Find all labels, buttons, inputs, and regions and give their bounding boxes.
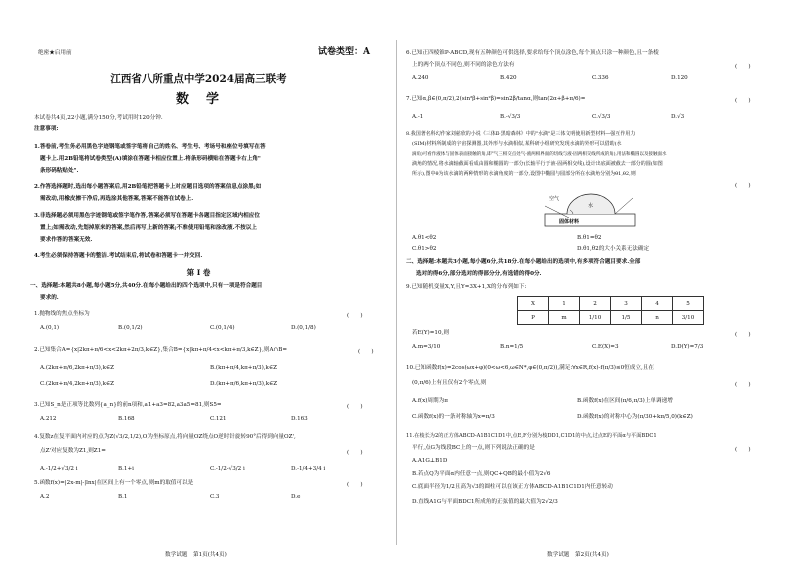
q8-stem: 8.我国著名科幻作家刘慈欣的小说《三体Ⅱ·黑暗森林》中的"水滴"是三体文明使用新型材料—强互作用力 xyxy=(406,131,636,137)
notice-title: 注意事项: xyxy=(34,126,59,132)
answer-blank: ( ) xyxy=(735,183,751,189)
answer-blank: ( ) xyxy=(358,349,374,355)
table-cell: 1/5 xyxy=(611,311,642,325)
notice-line: 4.考生必须保持答题卡的整洁.考试结束后,将试卷和答题卡一并交回. xyxy=(34,253,203,259)
q11-stem: 平行,点G为线段BC上的一点,则下列说法正确的是 xyxy=(412,445,535,451)
notice-line: 置上;如需改动,先划掉原来的答案,然后再写上新的答案;不准使用铅笔和涂改液.不按以上 xyxy=(40,225,257,231)
q9-stem: 9.已知随机变量X,Y,且Y=3X+1,X的分布列如下: xyxy=(406,284,527,290)
q8-stem: (SIM)材料所制成的宇宙探测器,其外形与水滴相似,某科研小组研究发现水滴的外形可以借助(水 xyxy=(412,141,622,147)
q4-option: D.-1/4+3/4 i xyxy=(291,466,326,472)
q5-option: B.1 xyxy=(118,494,128,500)
q10-option: C.函数f(x)的一条对称轴为x=π/3 xyxy=(412,414,495,420)
q2-option: B.(kπ+π/4,kπ+π/3),k∈Z xyxy=(210,365,277,371)
notice-line: 1.答卷前,考生务必用黑色字迹钢笔或签字笔将自己的姓名、考生号、考场号和座位号填写在答 xyxy=(34,144,266,150)
paper-type: 试卷类型：A xyxy=(318,47,370,57)
q1-option: A.(0,1) xyxy=(40,325,60,331)
table-cell: m xyxy=(549,311,580,325)
table-row xyxy=(518,297,704,311)
q2-option: A.(2kπ+π/6,2kπ+π/3),k∈Z xyxy=(40,365,115,371)
q7-option: D.√3 xyxy=(671,114,685,120)
q2-option: D.(kπ+π/6,kπ+π/3),k∈Z xyxy=(210,381,278,387)
q10-stem: 10.已知函数f(x)=2cos(ωx+φ)(0<ω<6,ω∈N*,φ∈(0,π/2)),满足:∀x∈R,f(x)-f(π/3)≤0恒成立,且在 xyxy=(406,365,654,371)
notice-line: 2.作答选择题时,选出每小题答案后,用2B铅笔把答题卡上对应题目选项的答案信息点涂黑;如 xyxy=(34,184,262,190)
q6-option: C.336 xyxy=(592,75,609,81)
q6-option: B.420 xyxy=(500,75,517,81)
q4-option: B.1+i xyxy=(118,466,134,472)
q6-stem: 上的两个顶点不同色,则不同的涂色方法有 xyxy=(412,62,515,68)
q10-option: D.函数f(x)的对称中心为(π/30+kπ/5,0)(k∈Z) xyxy=(577,414,693,420)
q2-option: C.(2kπ+π/4,2kπ+π/3),k∈Z xyxy=(40,381,115,387)
notice-line: 条形码粘贴处". xyxy=(40,168,79,174)
q9-option: B.n=1/5 xyxy=(500,344,524,350)
exam-intro: 本试卷共4页,22小题,满分150分,考试用时120分钟. xyxy=(34,115,163,121)
page-footer: 数学试题 第2页(共4页) xyxy=(547,552,609,558)
q6-option: D.120 xyxy=(671,75,688,81)
table-cell: 3/10 xyxy=(673,311,704,325)
table-cell: 1/10 xyxy=(580,311,611,325)
q1-stem: 1.抛物线的焦点坐标为 xyxy=(34,311,90,317)
water-label: 水 xyxy=(588,203,594,209)
q11-option: B.若点Q为平面α内任意一点,则QC+QB的最小值为2√6 xyxy=(412,471,551,477)
notice-line: 要求作答的答案无效. xyxy=(40,237,93,243)
q5-stem: 5.函数f(x)=|2x-m|-|lnx|在区间上有一个零点,则m的取值可以是 xyxy=(34,480,194,486)
q4-stem: 点Z'对应复数为Z1,则Z1= xyxy=(40,448,106,454)
answer-blank: ( ) xyxy=(347,404,363,410)
q4-option: C.-1/2-√3/2 i xyxy=(210,466,245,472)
q3-stem: 3.已知S_n是正项等比数列{a_n}的前n项和,a1+a3=82,a3a5=81,则S5= xyxy=(34,402,222,408)
q8-stem: 滴角的情况,将水滴轴截面看成由圆和椭圆的一部分(长轴平行于液-固两相交线),设计出底面被截去一部分的圆(如图 xyxy=(412,161,663,167)
volume-title: 第 Ⅰ 卷 xyxy=(186,268,211,277)
q9-option: C.E(X)=3 xyxy=(592,344,619,350)
answer-blank: ( ) xyxy=(735,382,751,388)
q6-stem: 6.已知正四棱锥P-ABCD,现有五种颜色可供选择,要求给每个顶点涂色,每个顶点只涂一种颜色,且一条棱 xyxy=(406,50,659,56)
subject-title: 数 学 xyxy=(175,92,221,107)
answer-blank: ( ) xyxy=(347,482,363,488)
table-header-cell: X xyxy=(518,297,549,311)
q8-option: C.θ1>θ2 xyxy=(412,246,437,252)
answer-blank: ( ) xyxy=(735,447,751,453)
q3-option: B.168 xyxy=(118,416,135,422)
q8-option: B.θ1=θ2 xyxy=(577,235,602,241)
table-row xyxy=(518,311,704,325)
q11-option: C.底面半径为1/2且高为√3的圆柱可以在该正方体ABCD-A1B1C1D1内任意转动 xyxy=(412,484,613,490)
q5-option: C.3 xyxy=(210,494,220,500)
answer-blank: ( ) xyxy=(347,313,363,319)
table-header-cell: 2 xyxy=(580,297,611,311)
q5-option: D.e xyxy=(291,494,301,500)
q7-stem: 7.已知α,β∈(0,π/2),2(sin²β+sin²β)=sin2β/tanα,则tan(2α+β+π/6)= xyxy=(406,96,586,102)
q10-option: A.f(x)周期为π xyxy=(412,398,448,404)
answer-blank: ( ) xyxy=(735,332,751,338)
q8-option: D.θ1,θ2的大小关系无法确定 xyxy=(577,246,650,252)
answer-blank: ( ) xyxy=(347,450,363,456)
q8-option: A.θ1<θ2 xyxy=(412,235,437,241)
q2-stem: 2.已知集合A={x|2kπ+π/6<x<2kπ+2π/3,k∈Z},集合B={x|kπ+π/4<x<kπ+π/3,k∈Z},则A∩B= xyxy=(34,347,288,353)
table-cell: n xyxy=(642,311,673,325)
q8-stem: 所示),图中θ为该水滴的两种情形的水滴角度的一部分,设图中椭圆与圆部分所在水滴角分别为θ1,θ2,则 xyxy=(412,171,636,177)
water-droplet-figure xyxy=(537,190,647,232)
section-1-header: 一、选择题:本题共8小题,每小题5分,共40分.在每小题给出的四个选项中,只有一项是符合题目 xyxy=(30,283,263,289)
tangent-line xyxy=(615,198,633,214)
q6-option: A.240 xyxy=(412,75,429,81)
section-1-header: 要求的. xyxy=(40,295,59,301)
notice-line: 题卡上.用2B铅笔将试卷类型(A)填涂在答题卡相应位置上.将条形码横贴在答题卡右上角" xyxy=(40,156,261,162)
q9-condition: 若E(Y)=10,则 xyxy=(412,330,449,336)
air-label: 空气 xyxy=(549,196,560,202)
table-header-cell: 4 xyxy=(642,297,673,311)
table-cell: P xyxy=(518,311,549,325)
notice-line: 3.非选择题必须用黑色字迹钢笔或签字笔作答,答案必须写在答题卡各题目指定区域内相应位 xyxy=(34,213,260,219)
answer-blank: ( ) xyxy=(735,64,751,70)
q9-option: A.m=3/10 xyxy=(412,344,441,350)
q3-option: C.121 xyxy=(210,416,227,422)
page-footer: 数学试题 第1页(共4页) xyxy=(165,552,227,558)
q10-option: B.函数f(x)在区间(π/6,π/3)上单调递增 xyxy=(577,398,673,404)
answer-blank: ( ) xyxy=(735,98,751,104)
q10-stem: (0,π/6)上有且仅有2个零点,则 xyxy=(412,380,487,386)
exam-title: 江西省八所重点中学2024届高三联考 xyxy=(110,73,287,85)
q11-option: D.直线A1G与平面BDC1所成角的正弦值的最大值为2√2/3 xyxy=(412,499,558,505)
water-droplet-diagram xyxy=(537,190,647,232)
q1-option: C.(0,1/4) xyxy=(210,325,235,331)
table-header-cell: 1 xyxy=(549,297,580,311)
q5-option: A.2 xyxy=(40,494,50,500)
q4-stem: 4.复数z在复平面内对应的点为Z(√3/2,1/2),O为坐标原点,将向量OZ绕点O逆时针旋转90°后得到向量OZ', xyxy=(34,434,296,440)
q7-option: B.-√3/3 xyxy=(500,114,521,120)
solid-label: 固体材料 xyxy=(559,219,580,225)
section-2-header: 二、选择题:本题共3小题,每小题6分,共18分.在每小题给出的选项中,有多项符合题目要求.全部 xyxy=(406,259,641,265)
distribution-table xyxy=(517,296,704,325)
q3-option: A.212 xyxy=(40,416,57,422)
q7-option: C.√3/3 xyxy=(592,114,611,120)
page-2 xyxy=(397,0,794,561)
q4-option: A.-1/2+√3/2 i xyxy=(40,466,78,472)
section-2-header: 选对的得6分,部分选对的得部分分,有选错的得0分. xyxy=(416,271,542,277)
secret-label: 绝密★启用前 xyxy=(38,50,72,56)
table-header-cell: 3 xyxy=(611,297,642,311)
q3-option: D.163 xyxy=(291,416,308,422)
q1-option: B.(0,1/2) xyxy=(118,325,143,331)
notice-line: 需改动,用橡皮擦干净后,再选涂其他答案,答案不能答在试卷上. xyxy=(40,196,194,202)
q11-stem: 11.在棱长为2的正方体ABCD-A1B1C1D1中,点E,F分别为棱DD1,C1D1的中点,过点E的平面α与平面BDC1 xyxy=(406,433,657,439)
q8-stem: 滴角)可看作液体与固体表面接触的角,即"气三相交点处气-液两相界面的切线与液-固两相交线所成的角),用法和椭圆以及接触面水 xyxy=(412,152,667,157)
q11-option: A.A1G⊥B1D xyxy=(412,458,448,464)
q1-option: D.(0,1/8) xyxy=(291,325,316,331)
table-header-cell: 5 xyxy=(673,297,704,311)
q7-option: A.-1 xyxy=(412,114,424,120)
q9-option: D.D(Y)=7/3 xyxy=(671,344,704,350)
